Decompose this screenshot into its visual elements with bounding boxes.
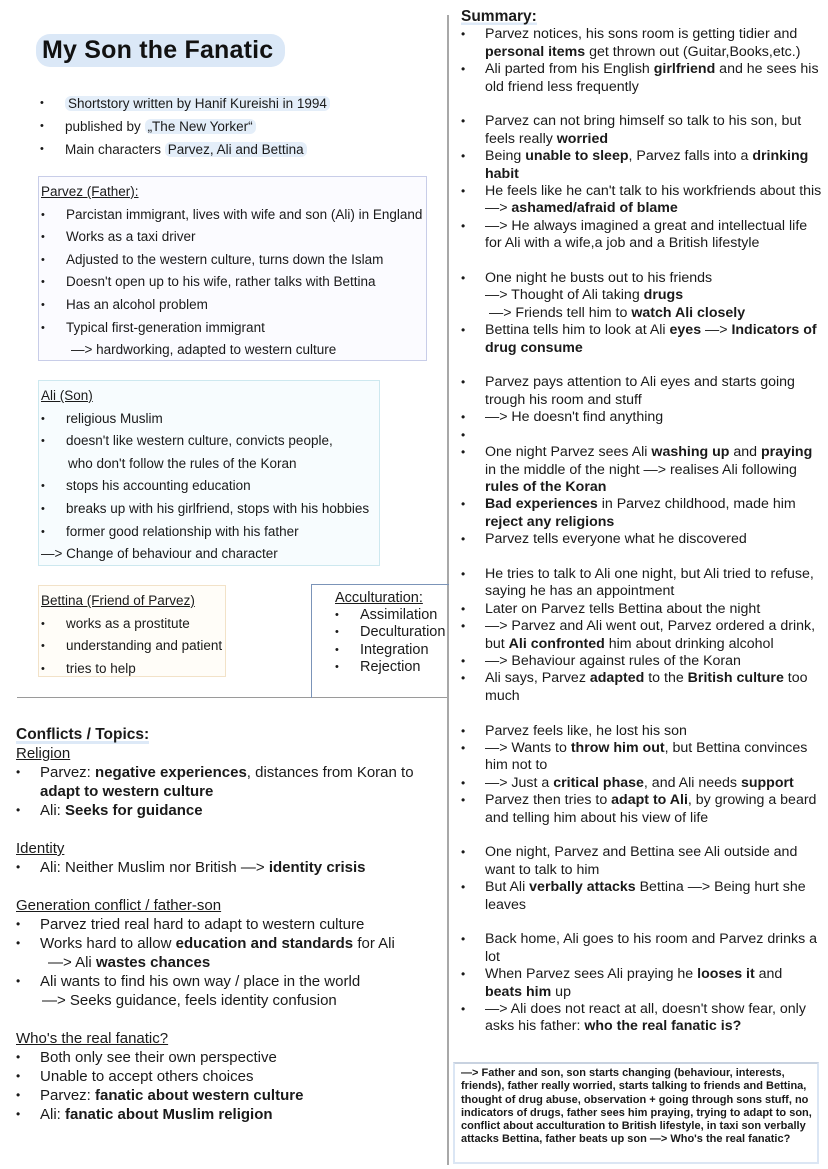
parvez-box (38, 176, 427, 361)
summary-item: • —> Just a critical phase, and Ali needs support (461, 775, 823, 792)
list-item: • stops his accounting education (41, 475, 377, 498)
list-item: • Has an alcohol problem (41, 294, 424, 317)
summary-item: • One night Parvez sees Ali washing up and praying in the middle of the night —> realises Ali following rules of the Koran (461, 444, 823, 496)
list-item: • Parcistan immigrant, lives with wife and son (Ali) in England (41, 204, 424, 227)
acculturation-box (311, 584, 449, 698)
generation-heading: Generation conflict / father-son (16, 897, 222, 914)
summary-item: • —> Behaviour against rules of the Koran (461, 653, 823, 670)
conclusion-box: —> Father and son, son starts changing (behaviour, interests, friends), father really worried, starts talking to friends and Bettina, thought of drug abuse, observation + going through sons stuff, no indicators of drugs, father sees him praying, trying to adapt to son, conflict about acculturation to British lifestyle, in taxi son verbally attacks Bettina, father beats up son —> Who's the real fanatic? (453, 1062, 819, 1164)
arrow-line: —> Friends tell him to watch Ali closely (489, 304, 746, 321)
highlight: Parvez, Ali and Bettina (165, 142, 307, 157)
summary-item: • One night, Parvez and Bettina see Ali outside and want to talk to him (461, 844, 823, 879)
summary-item: • Being unable to sleep, Parvez falls into a drinking habit (461, 148, 823, 183)
list-item: • religious Muslim (41, 408, 377, 431)
list-item: • Ali: Seeks for guidance (16, 801, 444, 820)
summary-item: • Later on Parvez tells Bettina about the night (461, 601, 823, 618)
ali-box (38, 380, 380, 566)
summary-item: • —> He always imagined a great and intellectual life for Ali with a wife,a job and a British lifestyle (461, 218, 823, 253)
list-item: • doesn't like western culture, convicts people, (41, 430, 377, 453)
summary-item: • —> Parvez and Ali went out, Parvez ordered a drink, but Ali confronted him about drinking alcohol (461, 618, 823, 653)
summary-item: • Bad experiences in Parvez childhood, made him reject any religions (461, 496, 823, 531)
summary-item: • Parvez can not bring himself so talk to his son, but feels really worried (461, 113, 823, 148)
list-item: • Ali wants to find his own way / place in the world (16, 972, 444, 991)
summary-item: • But Ali verbally attacks Bettina —> Being hurt she leaves (461, 879, 823, 914)
summary-item: • He tries to talk to Ali one night, but Ali tried to refuse, saying he has an appointment (461, 566, 823, 601)
religion-heading: Religion (16, 745, 71, 762)
summary-item: • Parvez then tries to adapt to Ali, by growing a beard and telling him about his view of life (461, 792, 823, 827)
bettina-heading: Bettina (Friend of Parvez) (41, 593, 195, 608)
summary-item: • Parvez notices, his sons room is getting tidier and personal items get thrown out (Guitar,Books,etc.) (461, 26, 823, 61)
list-item-continuation: who don't follow the rules of the Koran (68, 455, 297, 471)
summary-item: • He feels like he can't talk to his workfriends about this —> ashamed/afraid of blame (461, 183, 823, 218)
summary-item: • —> Ali does not react at all, doesn't show fear, only asks his father: who the real fanatic is? (461, 1001, 823, 1036)
highlight: „The New Yorker“ (145, 119, 256, 134)
page-title: My Son the Fanatic (36, 34, 285, 67)
ali-conclusion: —> Change of behaviour and character (41, 546, 278, 562)
conflicts-section (16, 725, 444, 1124)
list-item: • Both only see their own perspective (16, 1048, 444, 1067)
summary-item: • Parvez tells everyone what he discovered (461, 531, 823, 548)
list-item: • Adjusted to the western culture, turns down the Islam (41, 249, 424, 272)
list-item: • Ali: fanatic about Muslim religion (16, 1105, 444, 1124)
conflicts-title: Conflicts / Topics: (16, 726, 150, 743)
list-item: • Parvez tried real hard to adapt to western culture (16, 915, 444, 934)
parvez-conclusion: —> hardworking, adapted to western culture (71, 342, 337, 358)
intro-item (40, 92, 330, 115)
summary-title: Summary: (461, 8, 537, 25)
list-item: • works as a prostitute (41, 613, 223, 636)
arrow-line: —> Seeks guidance, feels identity confusion (42, 992, 337, 1009)
list-item: • Unable to accept others choices (16, 1067, 444, 1086)
list-item: • former good relationship with his father (41, 521, 377, 544)
list-item: • Rejection (335, 659, 449, 676)
fanatic-heading: Who's the real fanatic? (16, 1030, 169, 1047)
summary-item: • Back home, Ali goes to his room and Parvez drinks a lot (461, 931, 823, 966)
list-item: • breaks up with his girlfriend, stops with his hobbies (41, 498, 377, 521)
ali-heading: Ali (Son) (41, 388, 93, 403)
summary-item: • —> Wants to throw him out, but Bettina convinces him not to (461, 740, 823, 775)
summary-item: • —> He doesn't find anything (461, 409, 823, 426)
parvez-heading: Parvez (Father): (41, 184, 139, 199)
list-item: • understanding and patient (41, 635, 223, 658)
list-item: • Doesn't open up to his wife, rather talks with Bettina (41, 271, 424, 294)
list-item: • Parvez: fanatic about western culture (16, 1086, 444, 1105)
summary-item: • Ali parted from his English girlfriend and he sees his old friend less frequently (461, 61, 823, 96)
list-item: • Parvez: negative experiences, distances from Koran to adapt to western culture (16, 763, 444, 801)
list-item: • Works hard to allow education and standards for Ali (16, 934, 444, 953)
summary-item: • Parvez feels like, he lost his son (461, 723, 823, 740)
summary-item: • Bettina tells him to look at Ali eyes —> Indicators of drug consume (461, 322, 823, 357)
list-item: • tries to help (41, 658, 223, 681)
summary-section (461, 8, 823, 1036)
list-item: • Works as a taxi driver (41, 226, 424, 249)
intro-list (40, 92, 330, 161)
highlight: Shortstory written by Hanif Kureishi in 1994 (65, 96, 330, 111)
intro-item: • Main characters Parvez, Ali and Bettina (40, 138, 330, 161)
summary-item: • Parvez pays attention to Ali eyes and starts going trough his room and stuff (461, 374, 823, 409)
list-item: • Typical first-generation immigrant (41, 317, 424, 340)
arrow-line: —> Ali wastes chances (48, 954, 211, 971)
summary-item: • When Parvez sees Ali praying he looses it and beats him up (461, 966, 823, 1001)
list-item: • Integration (335, 642, 449, 659)
list-item: • Deculturation (335, 624, 449, 641)
arrow-line: —> Thought of Ali taking drugs (485, 287, 684, 304)
summary-item: • One night he busts out to his friends (461, 270, 823, 287)
bettina-box (38, 585, 226, 677)
summary-item-empty (461, 427, 823, 444)
list-item: • Assimilation (335, 607, 449, 624)
list-item: • Ali: Neither Muslim nor British —> identity crisis (16, 858, 444, 877)
summary-item: • Ali says, Parvez adapted to the British culture too much (461, 670, 823, 705)
identity-heading: Identity (16, 840, 65, 857)
acculturation-heading: Acculturation: (335, 590, 423, 606)
intro-item: • published by „The New Yorker“ (40, 115, 330, 138)
